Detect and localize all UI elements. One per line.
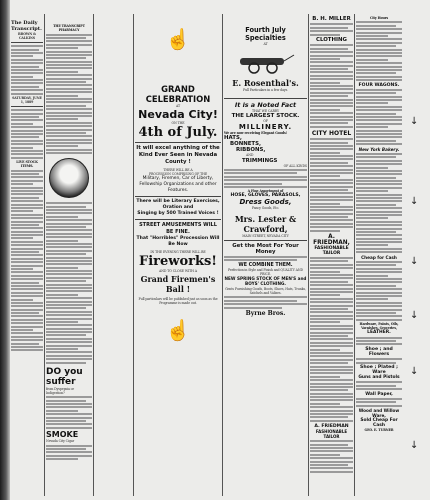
masthead: The Daily Transcript.	[11, 20, 42, 32]
celebration-procession: PROCESSION COMPRISING OF THE	[148, 172, 208, 177]
fancy-goods: Fancy Goods, Etc.	[251, 206, 280, 211]
trimmings: TRIMMINGS	[242, 157, 278, 164]
celebration-ball: Grand Firemen's Ball !	[140, 273, 216, 294]
column-rule	[308, 14, 309, 496]
column-rule	[354, 14, 355, 496]
spring-stock: NEW SPRING STOCK OF MEN'S and BOYS' CLOTHING.	[224, 276, 307, 287]
pointing-hand-icon: ☝	[165, 317, 191, 342]
celebration-there-will-be: THERE WILL BE A	[163, 168, 193, 173]
largest-of: OF	[263, 119, 268, 124]
city-hours: City Hours	[369, 16, 389, 20]
guns-pistols: Guns and Pistols	[358, 375, 400, 380]
fourth-at: AT	[263, 42, 268, 46]
gents-goods: Gents Furnishing Goods, Boots, Shoes, Hats, Trunks, Satchels and Valises.	[225, 286, 306, 295]
miller-clothing: CLOTHING	[316, 36, 347, 43]
new-assortment: A Fine Assortment of	[247, 189, 284, 194]
perfection: Perfection in Style and Finish and QUALITY AND PRICE.	[227, 267, 303, 276]
fourth-july-title: Fourth July Specialties	[245, 26, 286, 42]
all-kinds: OF ALL KINDS	[283, 163, 307, 168]
proprietors: BROWN & CALKINS	[18, 32, 36, 41]
noted-fact: It is a Noted Fact	[234, 101, 297, 110]
bakery: New York Bakery.	[358, 146, 400, 152]
hose-line: HOSE, GLOVES, PARASOLS,	[230, 193, 301, 199]
celebration-evening: IN THE EVENING THERE WILL BE	[150, 250, 206, 255]
pointing-hand-icon: ☝	[165, 28, 191, 51]
friedman-tailor-2: FASHIONABLE TAILOR	[315, 428, 348, 439]
friedman-name-2: A. FRIEDMAN	[314, 423, 349, 429]
celebration-singing: Singing by 500 Trained Voices !	[137, 211, 219, 217]
column-1	[11, 20, 43, 494]
geo-turner: GEO. E. TURNER	[364, 428, 394, 433]
mrs-lester: Mrs. Lester & Crawford,	[234, 213, 297, 234]
celebration-amusements: STREET AMUSEMENTS WILL BE FINE.	[139, 222, 217, 236]
do-you-suffer-headline: DO you suffer	[46, 366, 83, 387]
cannon-illustration	[234, 50, 297, 74]
friedman-name: A. FRIEDMAN,	[313, 233, 350, 246]
ribbons: RIBBONS,	[236, 147, 266, 154]
leather: LEATHER.	[367, 330, 391, 336]
plated-ware: Shoe ; Plated ; Ware	[360, 365, 398, 375]
hardware: Hardware, Paints, Oils, Varnishes, Groceries,	[359, 322, 399, 331]
willow-ware: Wood and Willow Ware,	[358, 408, 400, 419]
celebration-city: Nevada City!	[138, 108, 218, 122]
miller-name: B. H. MILLER	[312, 16, 351, 22]
celebration-horribles: That "Horribles" Procession Will Be Now	[136, 236, 220, 248]
arrow-down-icon: ↓	[410, 310, 419, 321]
city-hotel: CITY HOTEL	[311, 129, 352, 137]
arrow-down-icon: ↓	[410, 256, 419, 267]
column-rule	[93, 14, 94, 496]
shoe-flowers: Shoe ; and Flowers	[365, 346, 393, 357]
cheap-cash: Cheap for Cash	[361, 254, 397, 260]
celebration-literary: There will be Literary Exercises, Oration and	[136, 199, 220, 211]
celebration-at: AT	[175, 104, 181, 108]
column-2	[46, 24, 92, 494]
arrow-down-icon: ↓	[410, 440, 419, 451]
celebration-close: AND TO CLOSE WITH A	[159, 269, 197, 274]
do-you-suffer-body: from Dyspepsia or Indigestion?	[46, 386, 74, 395]
most-money: Get the Most For Your Money	[232, 242, 299, 255]
pharmacy-header: THE TRANSCRIPT PHARMACY	[53, 24, 85, 33]
sold-cheap: Sold Cheap For Cash	[360, 418, 398, 429]
celebration-on-the: ON THE	[171, 121, 185, 126]
column-rule	[44, 14, 45, 496]
arrow-down-icon: ↓	[410, 116, 419, 127]
column-4	[224, 26, 307, 494]
four-wagons: FOUR WAGONS.	[358, 82, 400, 88]
and: AND	[246, 153, 254, 158]
page-shadow-edge	[0, 0, 10, 500]
column-6	[356, 16, 402, 494]
column-rule	[133, 14, 134, 496]
largest-stock: THE LARGEST STOCK.	[231, 113, 300, 120]
friedman-tailor: FASHIONABLE TAILOR	[314, 245, 349, 256]
section-head: LIVE STOCK ITEMS.	[16, 160, 38, 169]
text-block	[11, 45, 43, 94]
rosenthal-note: Full Particulars in a few days.	[242, 88, 289, 93]
bonnets: BONNETS,	[230, 141, 262, 148]
that-we-carry: THAT WE CARRY	[251, 109, 280, 114]
smoke-sub: Nevada City Cigar	[46, 439, 75, 444]
column-5	[310, 16, 353, 494]
celebration-title: GRAND CELEBRATION	[145, 84, 211, 104]
wall-paper: Wall Paper,	[365, 391, 393, 397]
date-line: SATURDAY, JUNE 1, 1889	[12, 96, 42, 105]
byrne-bros: Byrne Bros.	[245, 309, 286, 317]
hats: HATS,	[224, 135, 242, 142]
celebration-fireworks: Fireworks!	[138, 254, 218, 270]
smoke-headline: SMOKE	[46, 430, 79, 440]
celebration-date: 4th of July.	[138, 125, 218, 141]
column-rule	[222, 14, 223, 496]
celebration-excel: It will excel anything of the Kind Ever Seen in Nevada County !	[136, 145, 220, 166]
dress-goods: Dress Goods,	[239, 198, 292, 207]
celebration-orgs: Military, Firemen, Car of Liberty, Fellowship Organizations and other Features.	[139, 176, 217, 194]
goods-intro: We are now receiving Elegant Goods!	[224, 131, 288, 136]
combine-them: WE COMBINE THEM.	[238, 262, 293, 268]
arrow-down-icon: ↓	[410, 196, 419, 207]
millinery: MILLINERY.	[238, 123, 293, 132]
celebration-ad	[135, 28, 221, 494]
celebration-ball-note: Full particulars will be published just as soon as the Programme is made out.	[138, 296, 218, 305]
rosenthal-store: E. Rosenthal's.	[232, 78, 299, 89]
mrs-address: MAIN STREET, NEVADA CITY	[242, 233, 289, 238]
arrow-down-icon: ↓	[410, 366, 419, 377]
woman-portrait-illustration	[49, 158, 89, 198]
